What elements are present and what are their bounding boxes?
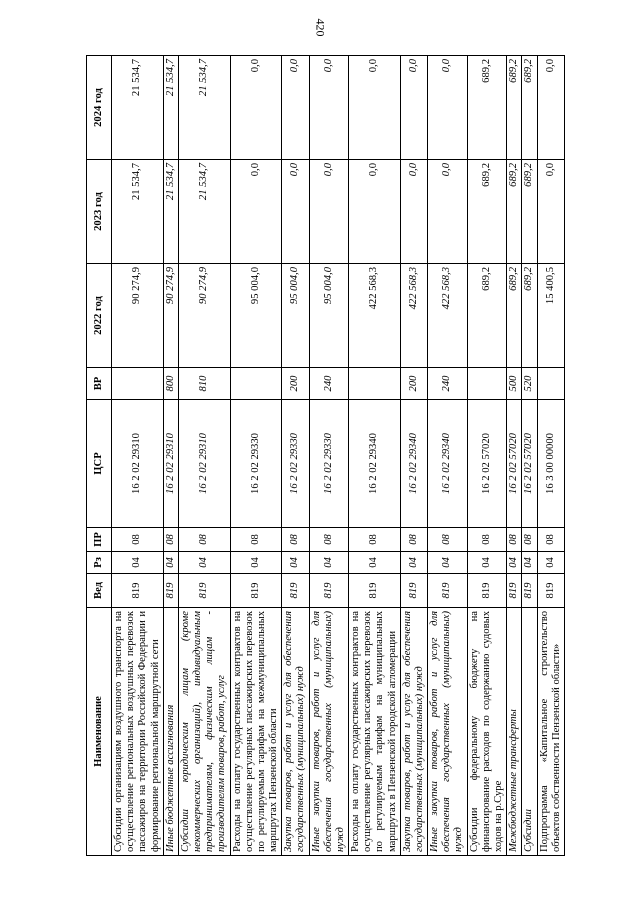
cell-2024: 0,0 [282,56,309,160]
header-ved: Вед [87,574,112,608]
cell-2022: 689,2 [507,264,522,368]
cell-csr: 16 2 02 29310 [178,400,230,528]
cell-2023: 689,2 [467,160,507,264]
header-2024: 2024 год [87,56,112,160]
cell-rz: 04 [507,552,522,574]
cell-ved: 819 [178,574,230,608]
cell-pr: 08 [309,528,349,552]
cell-ved: 819 [428,574,468,608]
page-number: 420 [313,18,328,37]
cell-2022: 95 004,0 [309,264,349,368]
cell-vr: 240 [309,368,349,400]
cell-2022: 90 274,9 [178,264,230,368]
cell-ved: 819 [467,574,507,608]
cell-2024: 21 534,7 [112,56,164,160]
cell-vr [349,368,401,400]
cell-2023: 21 534,7 [112,160,164,264]
cell-ved: 819 [230,574,282,608]
header-2022: 2022 год [87,264,112,368]
cell-ved: 819 [309,574,349,608]
cell-name: Закупка товаров, работ и услуг для обеспечения государственных (муниципальных) нужд [282,608,309,856]
cell-csr: 16 2 02 57020 [522,400,537,528]
table-row [349,56,401,856]
cell-vr: 520 [522,368,537,400]
cell-pr: 08 [349,528,401,552]
cell-vr: 240 [428,368,468,400]
cell-vr [230,368,282,400]
header-rz: Рз [87,552,112,574]
table-row [112,56,164,856]
cell-rz: 04 [230,552,282,574]
cell-ved: 819 [400,574,427,608]
cell-2022: 15 400,5 [537,264,564,368]
cell-name: Расходы на оплату государственных контрактов на осуществление регулярных пассажирских перевозок по регулируемым тарифам на межмуниципальных маршрутах Пензенской области [230,608,282,856]
cell-pr: 08 [178,528,230,552]
cell-ved: 819 [522,574,537,608]
cell-2023: 689,2 [522,160,537,264]
cell-2023: 21 534,7 [178,160,230,264]
cell-2024: 0,0 [230,56,282,160]
cell-2024: 21 534,7 [178,56,230,160]
header-2023: 2023 год [87,160,112,264]
header-pr: ПР [87,528,112,552]
table-header-row [87,56,112,856]
cell-2024: 689,2 [522,56,537,160]
rotated-table-container [86,60,592,856]
cell-2023: 0,0 [400,160,427,264]
table-row [163,56,178,856]
cell-2023: 0,0 [349,160,401,264]
cell-name: Расходы на оплату государственных контрактов на осуществление регулярных пассажирских перевозок по регулируемым тарифам на муниципальных маршрутах в Пензенской городской агломерации [349,608,401,856]
cell-2023: 0,0 [282,160,309,264]
table-row [537,56,564,856]
cell-pr: 08 [400,528,427,552]
cell-name: Закупка товаров, работ и услуг для обеспечения государственных (муниципальных) нужд [400,608,427,856]
cell-vr: 200 [400,368,427,400]
cell-csr: 16 2 02 29340 [428,400,468,528]
cell-2024: 689,2 [467,56,507,160]
cell-2022: 90 274,9 [163,264,178,368]
cell-2024: 0,0 [349,56,401,160]
cell-2024: 0,0 [400,56,427,160]
cell-name: Межбюджетные трансферты [507,608,522,856]
cell-2022: 90 274,9 [112,264,164,368]
cell-vr [112,368,164,400]
cell-rz: 04 [400,552,427,574]
cell-name: Субсидии юридическим лицам (кроме некоммерческих организаций), индивидуальным предпринимателям, физическим лицам - производителям товаров, работ, услуг [178,608,230,856]
cell-csr: 16 3 00 00000 [537,400,564,528]
cell-vr [537,368,564,400]
cell-ved: 819 [507,574,522,608]
cell-2022: 422 568,3 [349,264,401,368]
table-row [400,56,427,856]
budget-table [86,55,565,856]
cell-csr: 16 2 02 57020 [467,400,507,528]
cell-vr: 200 [282,368,309,400]
cell-2024: 689,2 [507,56,522,160]
cell-2024: 0,0 [537,56,564,160]
cell-name: Иные закупки товаров, работ и услуг для обеспечения государственных (муниципальных) нужд [309,608,349,856]
cell-name: Подпрограмма «Капитальное строительство объектов собственности Пензенской области» [537,608,564,856]
cell-csr: 16 2 02 57020 [507,400,522,528]
cell-2024: 0,0 [428,56,468,160]
cell-rz: 04 [112,552,164,574]
cell-2022: 422 568,3 [428,264,468,368]
header-csr: ЦСР [87,400,112,528]
cell-vr: 800 [163,368,178,400]
cell-2022: 689,2 [467,264,507,368]
cell-vr: 810 [178,368,230,400]
cell-rz: 04 [467,552,507,574]
cell-2022: 689,2 [522,264,537,368]
cell-2023: 0,0 [537,160,564,264]
cell-pr: 08 [428,528,468,552]
table-row [309,56,349,856]
table-row [467,56,507,856]
cell-csr: 16 2 02 29330 [230,400,282,528]
cell-rz: 04 [178,552,230,574]
cell-pr: 08 [163,528,178,552]
cell-2023: 0,0 [309,160,349,264]
cell-2022: 422 568,3 [400,264,427,368]
cell-csr: 16 2 02 29330 [309,400,349,528]
cell-ved: 819 [282,574,309,608]
cell-rz: 04 [309,552,349,574]
cell-csr: 16 2 02 29330 [282,400,309,528]
cell-rz: 04 [522,552,537,574]
cell-csr: 16 2 02 29340 [349,400,401,528]
cell-csr: 16 2 02 29310 [163,400,178,528]
cell-ved: 819 [349,574,401,608]
table-row [230,56,282,856]
cell-pr: 08 [112,528,164,552]
cell-2023: 21 534,7 [163,160,178,264]
table-row [507,56,522,856]
cell-pr: 08 [467,528,507,552]
table-row [428,56,468,856]
cell-csr: 16 2 02 29340 [400,400,427,528]
cell-pr: 08 [537,528,564,552]
header-vr: ВР [87,368,112,400]
cell-name: Субсидии федеральному бюджету на финансирование расходов по содержанию судовых ходов на р.Суре [467,608,507,856]
table-row [282,56,309,856]
cell-pr: 08 [282,528,309,552]
cell-ved: 819 [163,574,178,608]
cell-2023: 689,2 [507,160,522,264]
cell-name: Иные бюджетные ассигнования [163,608,178,856]
cell-2023: 0,0 [428,160,468,264]
cell-pr: 08 [522,528,537,552]
header-name: Наименование [87,608,112,856]
cell-ved: 819 [537,574,564,608]
cell-vr [467,368,507,400]
cell-csr: 16 2 02 29310 [112,400,164,528]
cell-vr: 500 [507,368,522,400]
cell-name: Субсидии организациям воздушного транспорта на осуществление региональных воздушных перевозок пассажиров на территории Российской Федерации и формирование региональной маршрутной сети [112,608,164,856]
cell-2022: 95 004,0 [230,264,282,368]
cell-name: Субсидии [522,608,537,856]
table-row [522,56,537,856]
cell-ved: 819 [112,574,164,608]
cell-name: Иные закупки товаров, работ и услуг для обеспечения государственных (муниципальных) нужд [428,608,468,856]
cell-rz: 04 [282,552,309,574]
cell-2024: 0,0 [309,56,349,160]
cell-rz: 04 [163,552,178,574]
cell-rz: 04 [428,552,468,574]
cell-pr: 08 [507,528,522,552]
cell-2024: 21 534,7 [163,56,178,160]
cell-2022: 95 004,0 [282,264,309,368]
table-row [178,56,230,856]
cell-2023: 0,0 [230,160,282,264]
cell-rz: 04 [349,552,401,574]
cell-rz: 04 [537,552,564,574]
cell-pr: 08 [230,528,282,552]
